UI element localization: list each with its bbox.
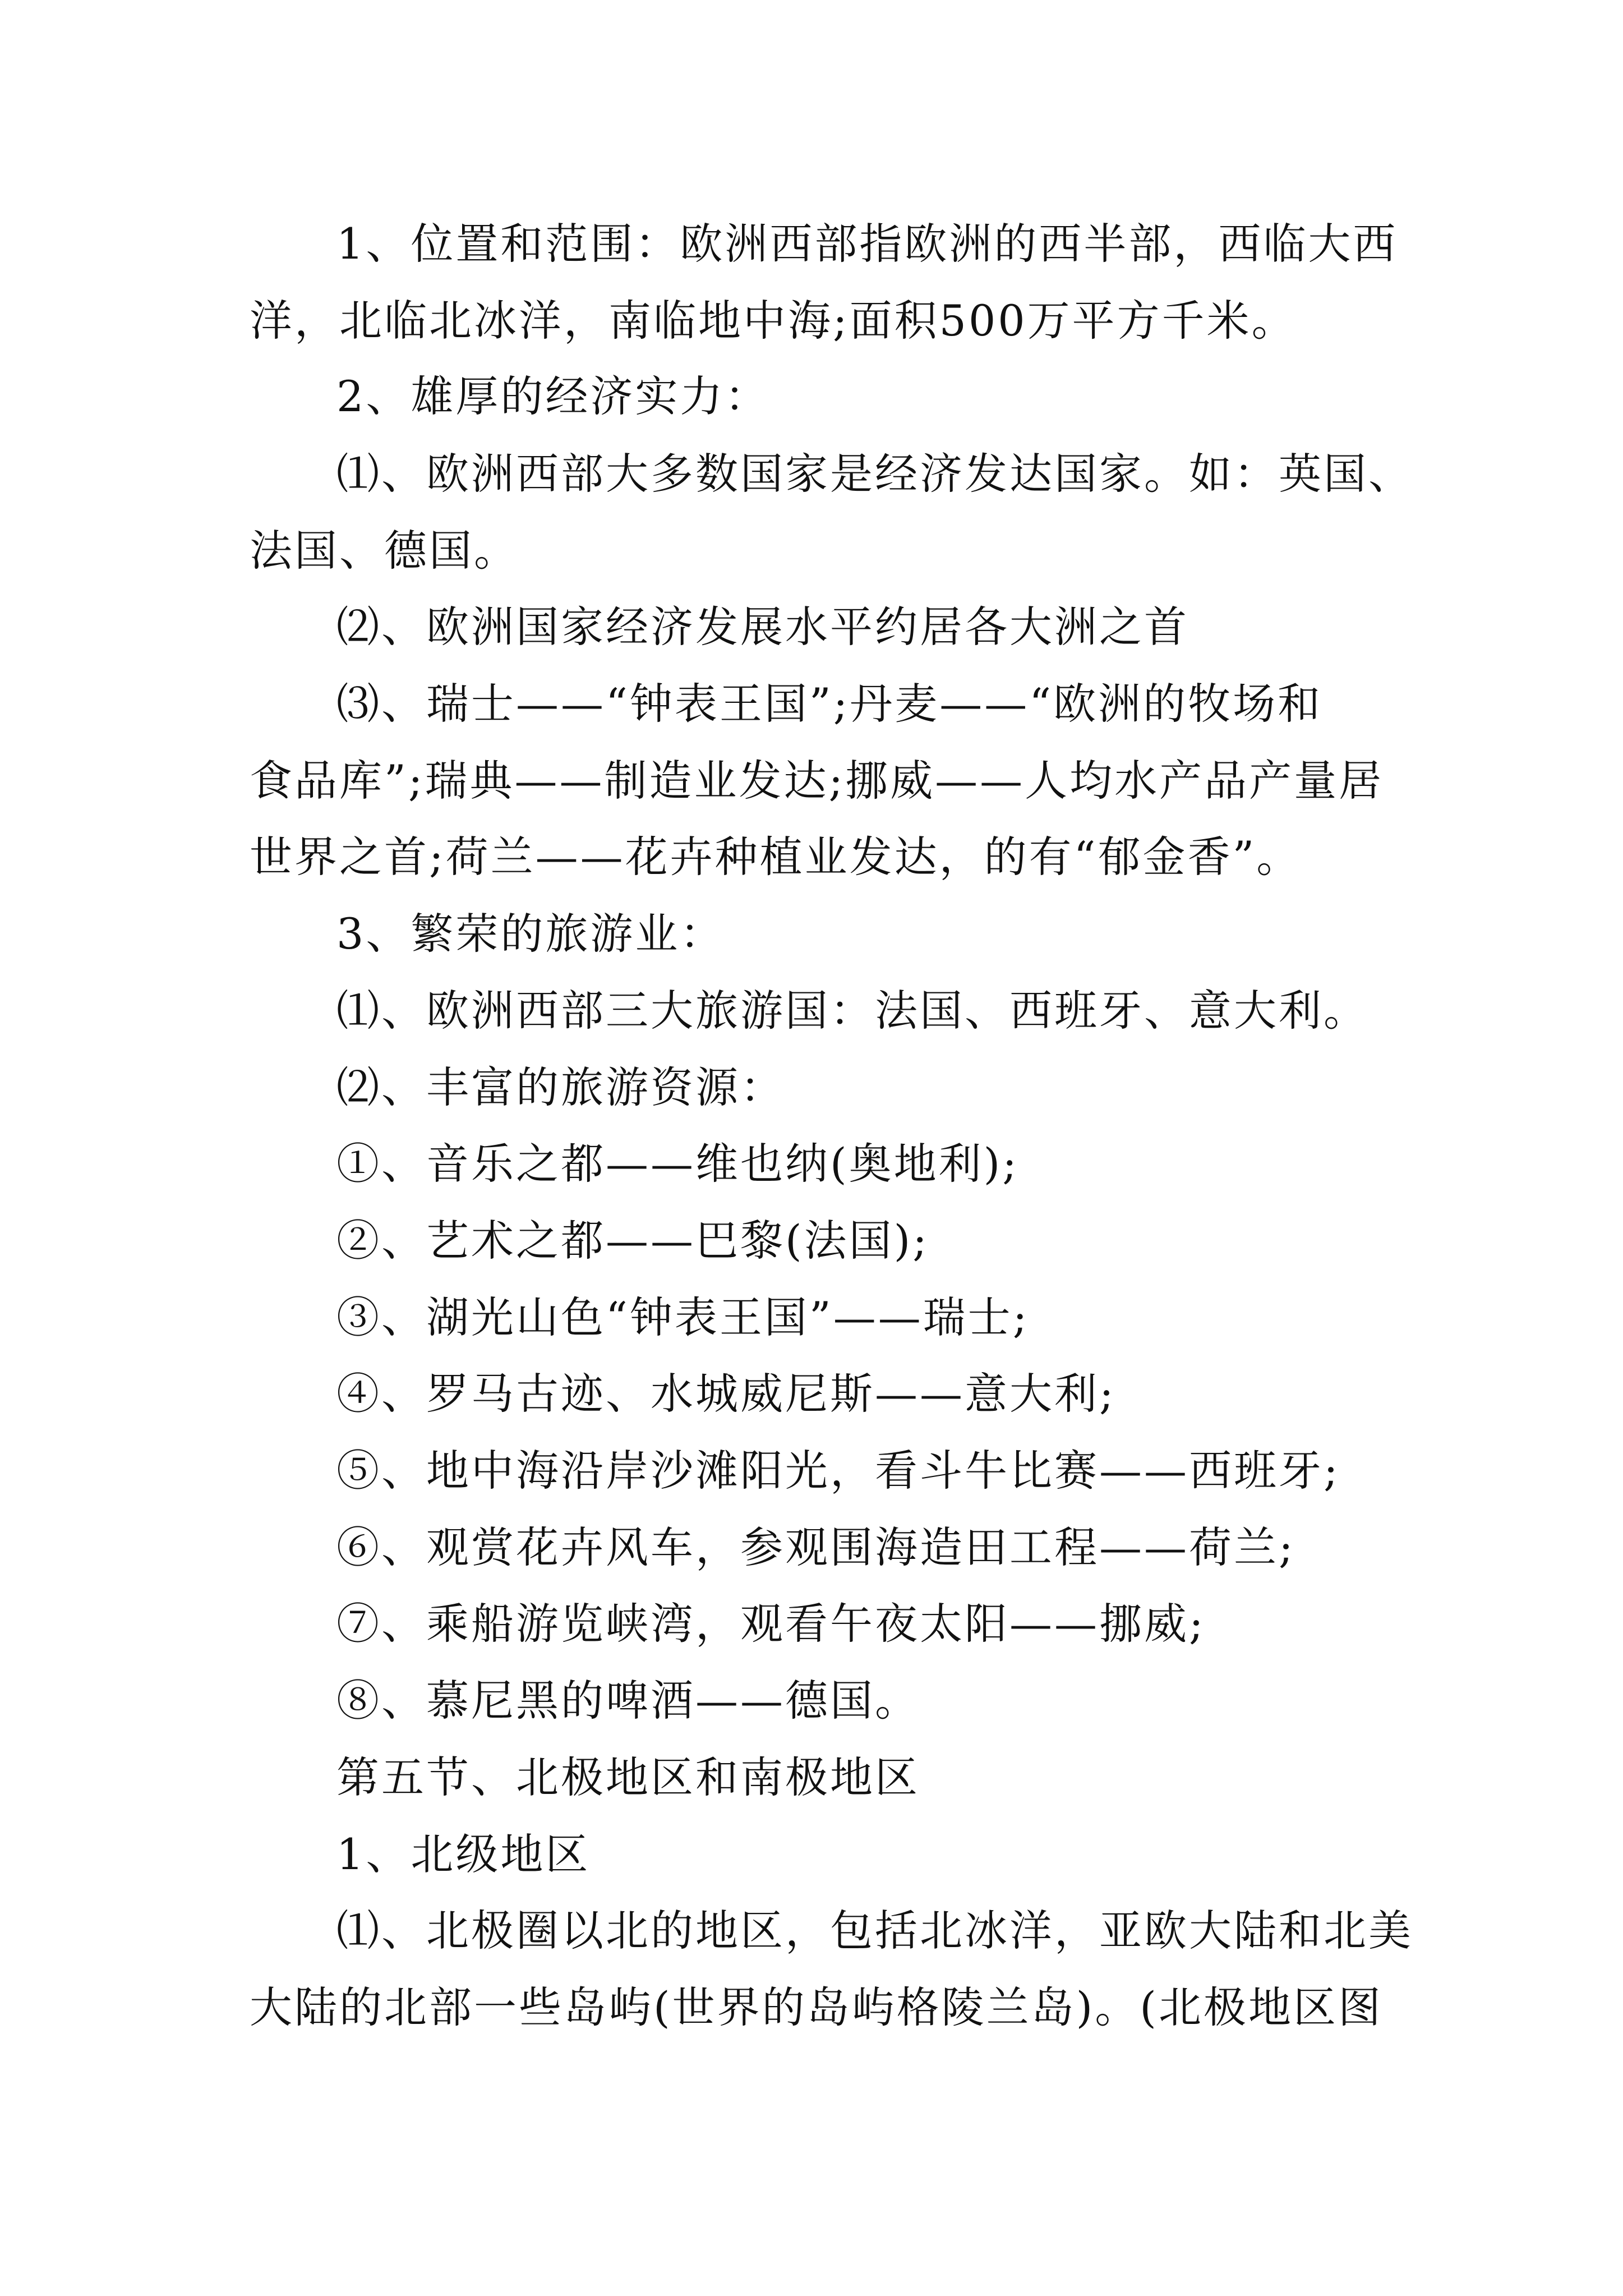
text-line: ⑥、观赏花卉风车，参观围海造田工程——荷兰; — [336, 1522, 1295, 1572]
text-line: ⑶、瑞士——“钟表王国”;丹麦——“欧洲的牧场和 — [336, 679, 1323, 729]
text-line: ⑴、欧洲西部大多数国家是经济发达国家。如：英国、 — [336, 449, 1413, 499]
text-line: ⑧、慕尼黑的啤酒——德国。 — [336, 1676, 920, 1726]
text-line: 1、位置和范围：欧洲西部指欧洲的西半部，西临大西 — [336, 219, 1398, 269]
text-line: 食品库”;瑞典——制造业发达;挪威——人均水产品产量居 — [250, 756, 1384, 806]
text-line: ②、艺术之都——巴黎(法国); — [336, 1216, 929, 1266]
text-line: 2、雄厚的经济实力： — [336, 371, 770, 421]
text-line: 大陆的北部一些岛屿(世界的岛屿格陵兰岛)。(北极地区图 — [250, 1982, 1383, 2032]
text-line: 洋，北临北冰洋，南临地中海;面积500万平方千米。 — [250, 296, 1297, 346]
text-line: ①、音乐之都——维也纳(奥地利); — [336, 1139, 1019, 1189]
text-line: ⑴、北极圈以北的地区，包括北冰洋，亚欧大陆和北美 — [336, 1906, 1413, 1955]
text-line: 3、繁荣的旅游业： — [336, 909, 725, 959]
text-line: ⑵、欧洲国家经济发展水平约居各大洲之首 — [336, 602, 1189, 652]
text-line: 法国、德国。 — [250, 526, 519, 576]
text-line: ③、湖光山色“钟表王国”——瑞士; — [336, 1292, 1030, 1342]
text-line: ⑦、乘船游览峡湾，观看午夜太阳——挪威; — [336, 1599, 1206, 1649]
text-line: ④、罗马古迹、水城威尼斯——意大利; — [336, 1369, 1116, 1419]
text-line: 世界之首;荷兰——花卉种植业发达，的有“郁金香”。 — [250, 832, 1302, 882]
text-line: 1、北级地区 — [336, 1829, 591, 1879]
text-line: ⑤、地中海沿岸沙滩阳光，看斗牛比赛——西班牙; — [336, 1446, 1340, 1496]
text-line: ⑴、欧洲西部三大旅游国：法国、西班牙、意大利。 — [336, 986, 1368, 1036]
text-line: ⑵、丰富的旅游资源： — [336, 1062, 785, 1112]
section-heading: 第五节、北极地区和南极地区 — [336, 1752, 920, 1802]
